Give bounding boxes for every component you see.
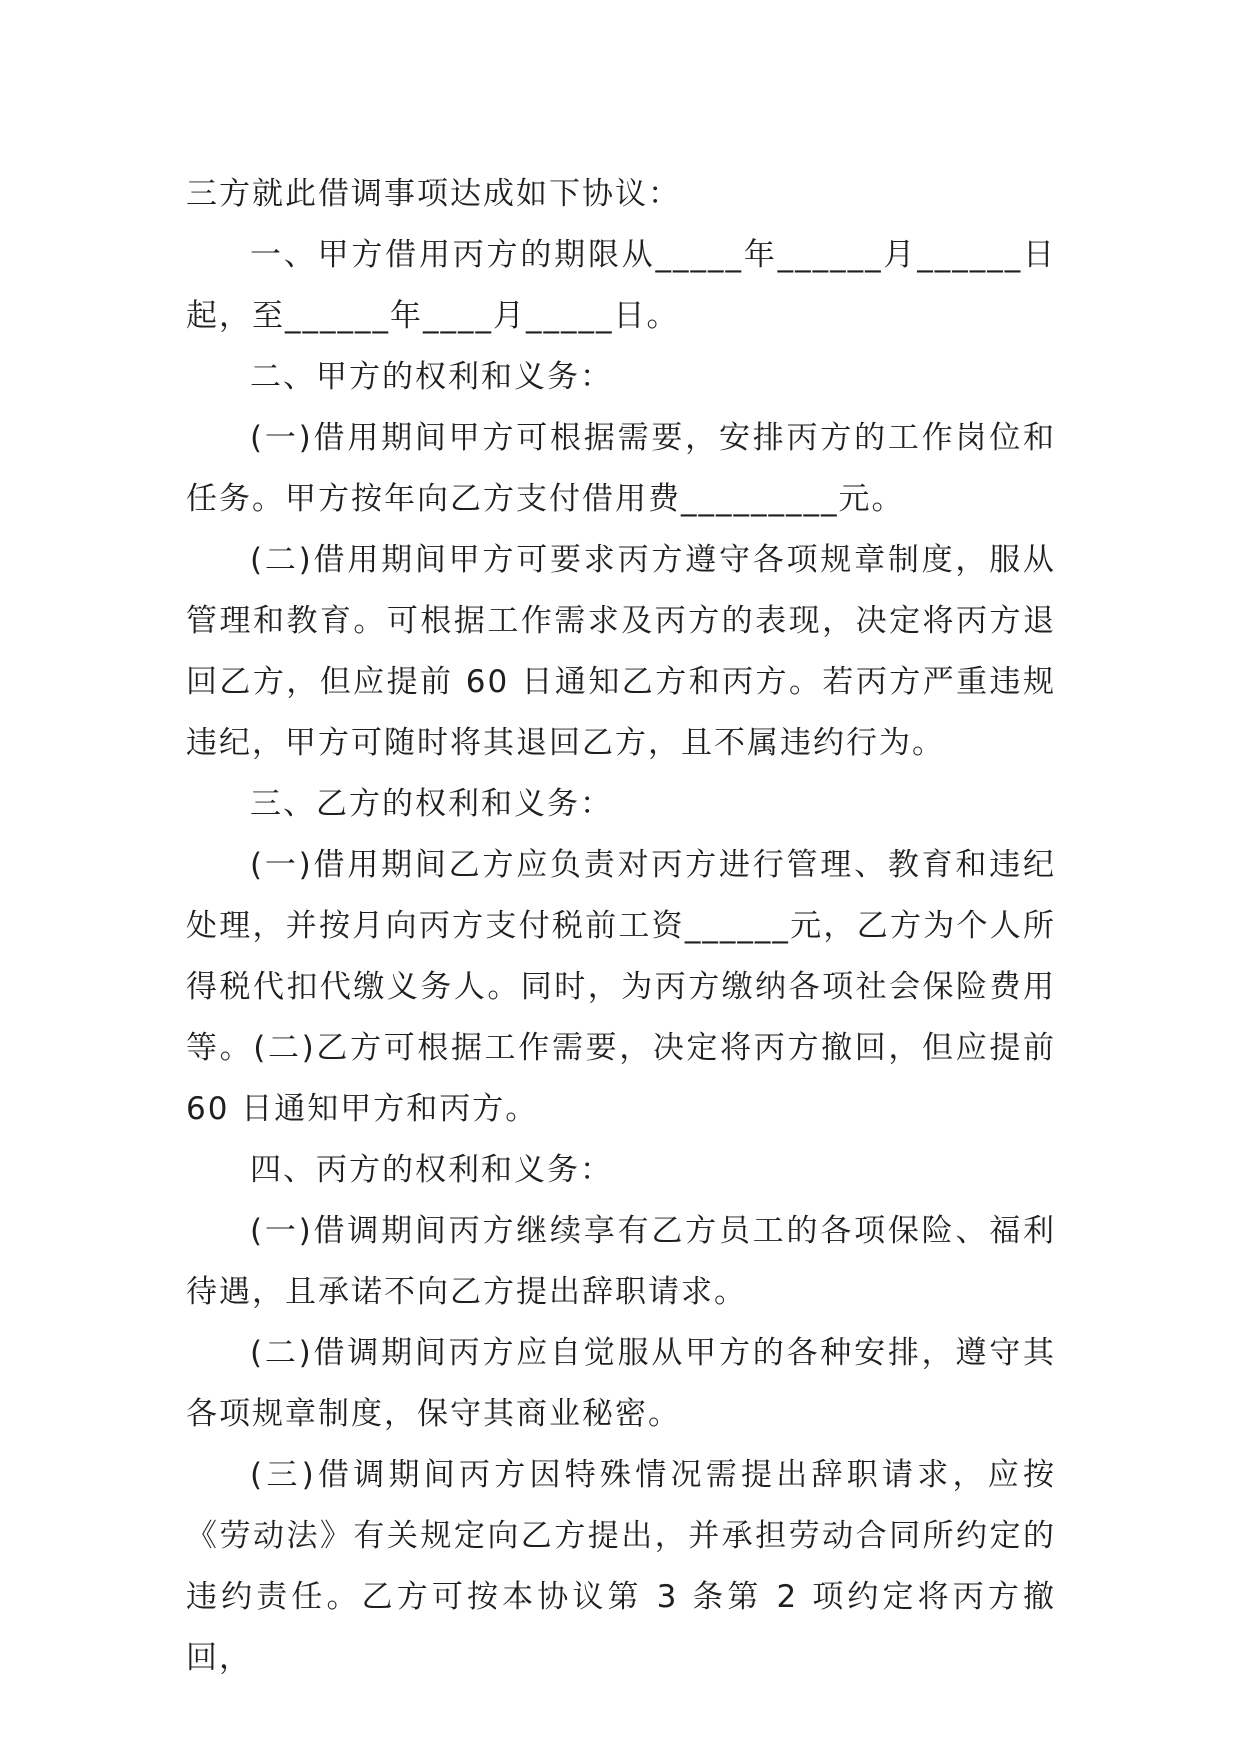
clause-3-heading: 三、乙方的权利和义务： [250, 786, 613, 822]
agreement-intro: 三方就此借调事项达成如下协议： [186, 176, 681, 212]
clause-4-heading: 四、丙方的权利和义务： [250, 1152, 613, 1188]
clause-4-item-1: (一)借调期间丙方继续享有乙方员工的各项保险、福利待遇，且承诺不向乙方提出辞职请求。 [186, 1213, 1056, 1310]
clause-4-item-3: (三)借调期间丙方因特殊情况需提出辞职请求，应按《劳动法》有关规定向乙方提出，并承担劳动合同所约定的违约责任。乙方可按本协议第 3 条第 2 项约定将丙方撤回， [186, 1457, 1056, 1676]
clause-2-heading: 二、甲方的权利和义务： [250, 359, 613, 395]
document-body [186, 164, 1068, 1689]
clause-2-item-2: (二)借用期间甲方可要求丙方遵守各项规章制度，服从管理和教育。可根据工作需求及丙方的表现，决定将丙方退回乙方，但应提前 60 日通知乙方和丙方。若丙方严重违规违纪，甲方可随时将其退回乙方，且不属违约行为。 [186, 542, 1056, 761]
clause-1-term: 一、甲方借用丙方的期限从_____年______月______日起，至______年____月_____日。 [186, 237, 1056, 334]
clause-3-items: (一)借用期间乙方应负责对丙方进行管理、教育和违纪处理，并按月向丙方支付税前工资______元，乙方为个人所得税代扣代缴义务人。同时，为丙方缴纳各项社会保险费用等。(二)乙方可根据工作需要，决定将丙方撤回，但应提前 60 日通知甲方和丙方。 [186, 847, 1068, 1127]
clause-2-item-1: (一)借用期间甲方可根据需要，安排丙方的工作岗位和任务。甲方按年向乙方支付借用费_________元。 [186, 420, 1056, 517]
clause-4-item-2: (二)借调期间丙方应自觉服从甲方的各种安排，遵守其各项规章制度，保守其商业秘密。 [186, 1335, 1056, 1432]
